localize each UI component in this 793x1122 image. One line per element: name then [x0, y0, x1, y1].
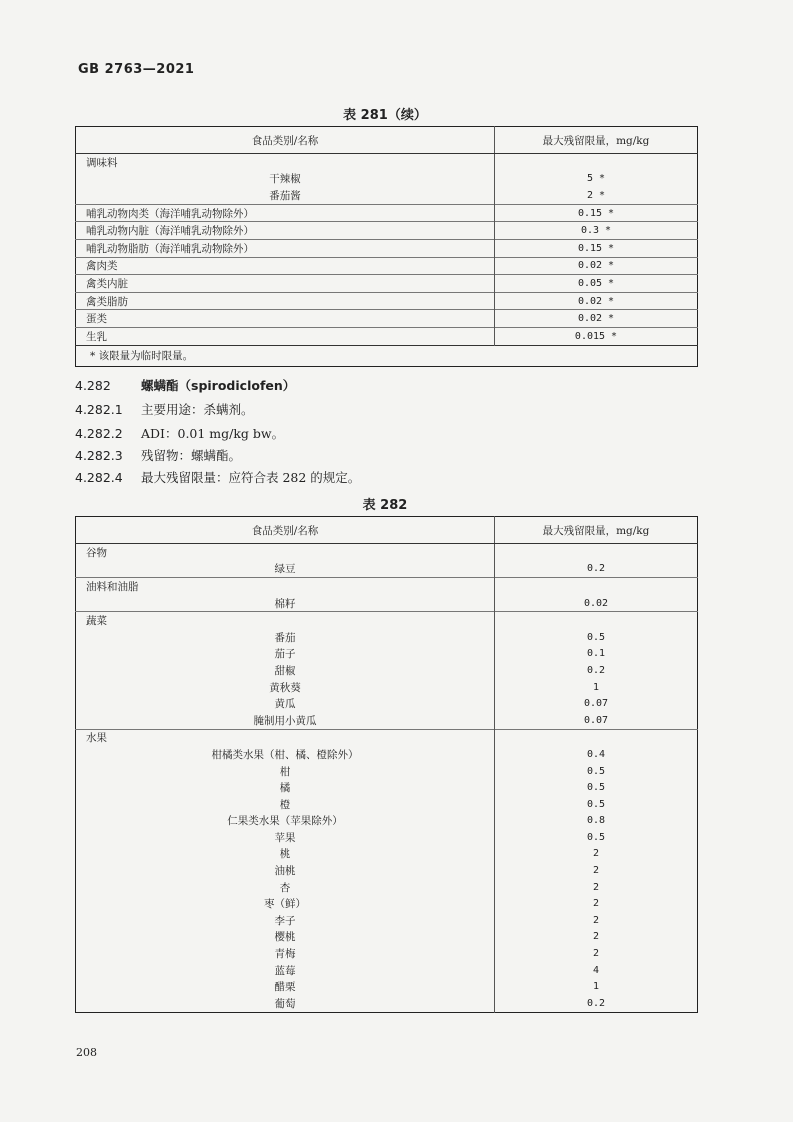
mrl-value: 0.5 — [586, 631, 606, 643]
food-name: 棉籽 — [76, 595, 495, 612]
table-row — [76, 578, 698, 595]
mrl-value: 0.8 — [586, 815, 606, 827]
mrl-value: 0.07 — [583, 698, 609, 710]
food-category: 水果 — [76, 729, 495, 746]
mrl-value: 1 — [592, 681, 600, 693]
food-category: 哺乳动物肉类（海洋哺乳动物除外） — [76, 204, 495, 222]
food-category: 蔬菜 — [76, 612, 495, 629]
table-row — [76, 695, 698, 712]
table-281 — [75, 126, 698, 367]
page-number: 208 — [76, 1046, 97, 1059]
mrl-value: 0.3 * — [495, 222, 698, 240]
table-row — [76, 813, 698, 830]
table-row — [76, 729, 698, 746]
mrl-value: 0.5 — [586, 765, 606, 777]
table-row — [76, 746, 698, 763]
mrl-value: 4 — [592, 964, 600, 976]
food-category: 谷物 — [76, 544, 495, 561]
table-row — [76, 275, 698, 293]
column-header-food: 食品类别/名称 — [76, 517, 495, 544]
table-row — [76, 544, 698, 561]
table-row — [76, 292, 698, 310]
food-name: 李子 — [76, 912, 495, 929]
mrl-value: 0.2 — [586, 997, 606, 1009]
table-row — [76, 962, 698, 979]
clause-item: 4.282.4 最大残留限量：应符合表 282 的规定。 — [75, 470, 361, 485]
food-category: 哺乳动物内脏（海洋哺乳动物除外） — [76, 222, 495, 240]
column-header-mrl: 最大残留限量，mg/kg — [495, 517, 698, 544]
mrl-value: 0.4 — [586, 748, 606, 760]
table-282-caption: 表 282 — [362, 498, 408, 513]
food-name: 甜椒 — [76, 662, 495, 679]
food-name: 黄秋葵 — [76, 679, 495, 696]
food-name: 油桃 — [76, 862, 495, 879]
table-row — [76, 629, 698, 646]
table-row — [76, 912, 698, 929]
mrl-value: 0.1 — [586, 648, 606, 660]
table-row — [76, 846, 698, 863]
table-row — [76, 154, 698, 171]
mrl-value: 0.02 * — [495, 257, 698, 275]
food-name: 橘 — [76, 779, 495, 796]
table-row — [76, 779, 698, 796]
food-category: 禽肉类 — [76, 257, 495, 275]
mrl-value: 2 — [592, 881, 600, 893]
food-category: 哺乳动物脂肪（海洋哺乳动物除外） — [76, 239, 495, 257]
mrl-value: 2 — [592, 948, 600, 960]
food-name: 杏 — [76, 879, 495, 896]
food-name: 樱桃 — [76, 929, 495, 946]
mrl-value: 0.5 — [586, 831, 606, 843]
mrl-value: 1 — [592, 981, 600, 993]
food-name: 苹果 — [76, 829, 495, 846]
food-name: 腌制用小黄瓜 — [76, 712, 495, 729]
mrl-value — [495, 729, 698, 746]
food-name: 仁果类水果（苹果除外） — [76, 813, 495, 830]
mrl-value: 2 — [592, 898, 600, 910]
clause-item: 4.282.2 ADI：0.01 mg/kg bw。 — [75, 426, 285, 441]
table-row — [76, 239, 698, 257]
table-row — [76, 171, 698, 188]
mrl-value: 0.02 * — [495, 310, 698, 328]
table-row — [76, 327, 698, 345]
food-name: 青梅 — [76, 945, 495, 962]
food-name: 黄瓜 — [76, 695, 495, 712]
food-category: 生乳 — [76, 327, 495, 345]
table-row — [76, 995, 698, 1012]
mrl-value: 0.02 — [583, 597, 609, 609]
food-category: 禽类脂肪 — [76, 292, 495, 310]
mrl-value: 0.15 * — [495, 239, 698, 257]
table-row — [76, 796, 698, 813]
table-row — [76, 612, 698, 629]
food-name: 番茄 — [76, 629, 495, 646]
mrl-value: 0.5 — [586, 798, 606, 810]
column-header-food: 食品类别/名称 — [76, 127, 495, 154]
table-row — [76, 187, 698, 204]
food-name: 蓝莓 — [76, 962, 495, 979]
food-name: 茄子 — [76, 646, 495, 663]
clause-item: 4.282.1 主要用途：杀螨剂。 — [75, 402, 254, 417]
food-category: 调味料 — [76, 154, 495, 171]
mrl-value: 2 — [592, 848, 600, 860]
table-row — [76, 204, 698, 222]
table-282 — [75, 516, 698, 1013]
food-name: 枣（鲜） — [76, 895, 495, 912]
table-row — [76, 310, 698, 328]
mrl-value — [495, 578, 698, 595]
standard-number: GB 2763—2021 — [78, 62, 195, 77]
food-name: 柑 — [76, 763, 495, 780]
mrl-value: 0.5 — [586, 782, 606, 794]
column-header-mrl: 最大残留限量，mg/kg — [495, 127, 698, 154]
mrl-value: 5 * — [586, 173, 606, 185]
mrl-value: 0.2 — [586, 664, 606, 676]
table-footnote: * 该限量为临时限量。 — [76, 345, 698, 366]
table-row — [76, 929, 698, 946]
table-row — [76, 712, 698, 729]
mrl-value: 0.07 — [583, 714, 609, 726]
table-row — [76, 257, 698, 275]
food-name: 番茄酱 — [76, 187, 495, 204]
food-name: 干辣椒 — [76, 171, 495, 188]
clause-item: 4.282.3 残留物：螺螨酯。 — [75, 448, 242, 463]
mrl-value: 2 * — [586, 189, 606, 201]
food-name: 醋栗 — [76, 978, 495, 995]
mrl-value — [495, 612, 698, 629]
table-row — [76, 978, 698, 995]
mrl-value — [495, 154, 698, 171]
mrl-value: 2 — [592, 931, 600, 943]
table-row — [76, 945, 698, 962]
table-row — [76, 679, 698, 696]
section-heading: 4.282 螺螨酯（spirodiclofen） — [75, 378, 296, 393]
table-row — [76, 895, 698, 912]
table-row — [76, 879, 698, 896]
table-row — [76, 862, 698, 879]
mrl-value: 2 — [592, 914, 600, 926]
food-name: 绿豆 — [76, 561, 495, 578]
mrl-value: 0.05 * — [495, 275, 698, 293]
food-category: 禽类内脏 — [76, 275, 495, 293]
food-name: 葡萄 — [76, 995, 495, 1012]
food-name: 柑橘类水果（柑、橘、橙除外） — [76, 746, 495, 763]
table-row — [76, 763, 698, 780]
mrl-value: 2 — [592, 865, 600, 877]
table-row — [76, 662, 698, 679]
table-row — [76, 561, 698, 578]
table-row — [76, 595, 698, 612]
mrl-value: 0.2 — [586, 563, 606, 575]
table-row — [76, 646, 698, 663]
food-name: 橙 — [76, 796, 495, 813]
food-category: 油料和油脂 — [76, 578, 495, 595]
mrl-value: 0.015 * — [495, 327, 698, 345]
mrl-value — [495, 544, 698, 561]
mrl-value: 0.02 * — [495, 292, 698, 310]
food-category: 蛋类 — [76, 310, 495, 328]
food-name: 桃 — [76, 846, 495, 863]
table-row — [76, 222, 698, 240]
mrl-value: 0.15 * — [495, 204, 698, 222]
table-row — [76, 829, 698, 846]
table-281-caption: 表 281（续） — [343, 108, 427, 123]
